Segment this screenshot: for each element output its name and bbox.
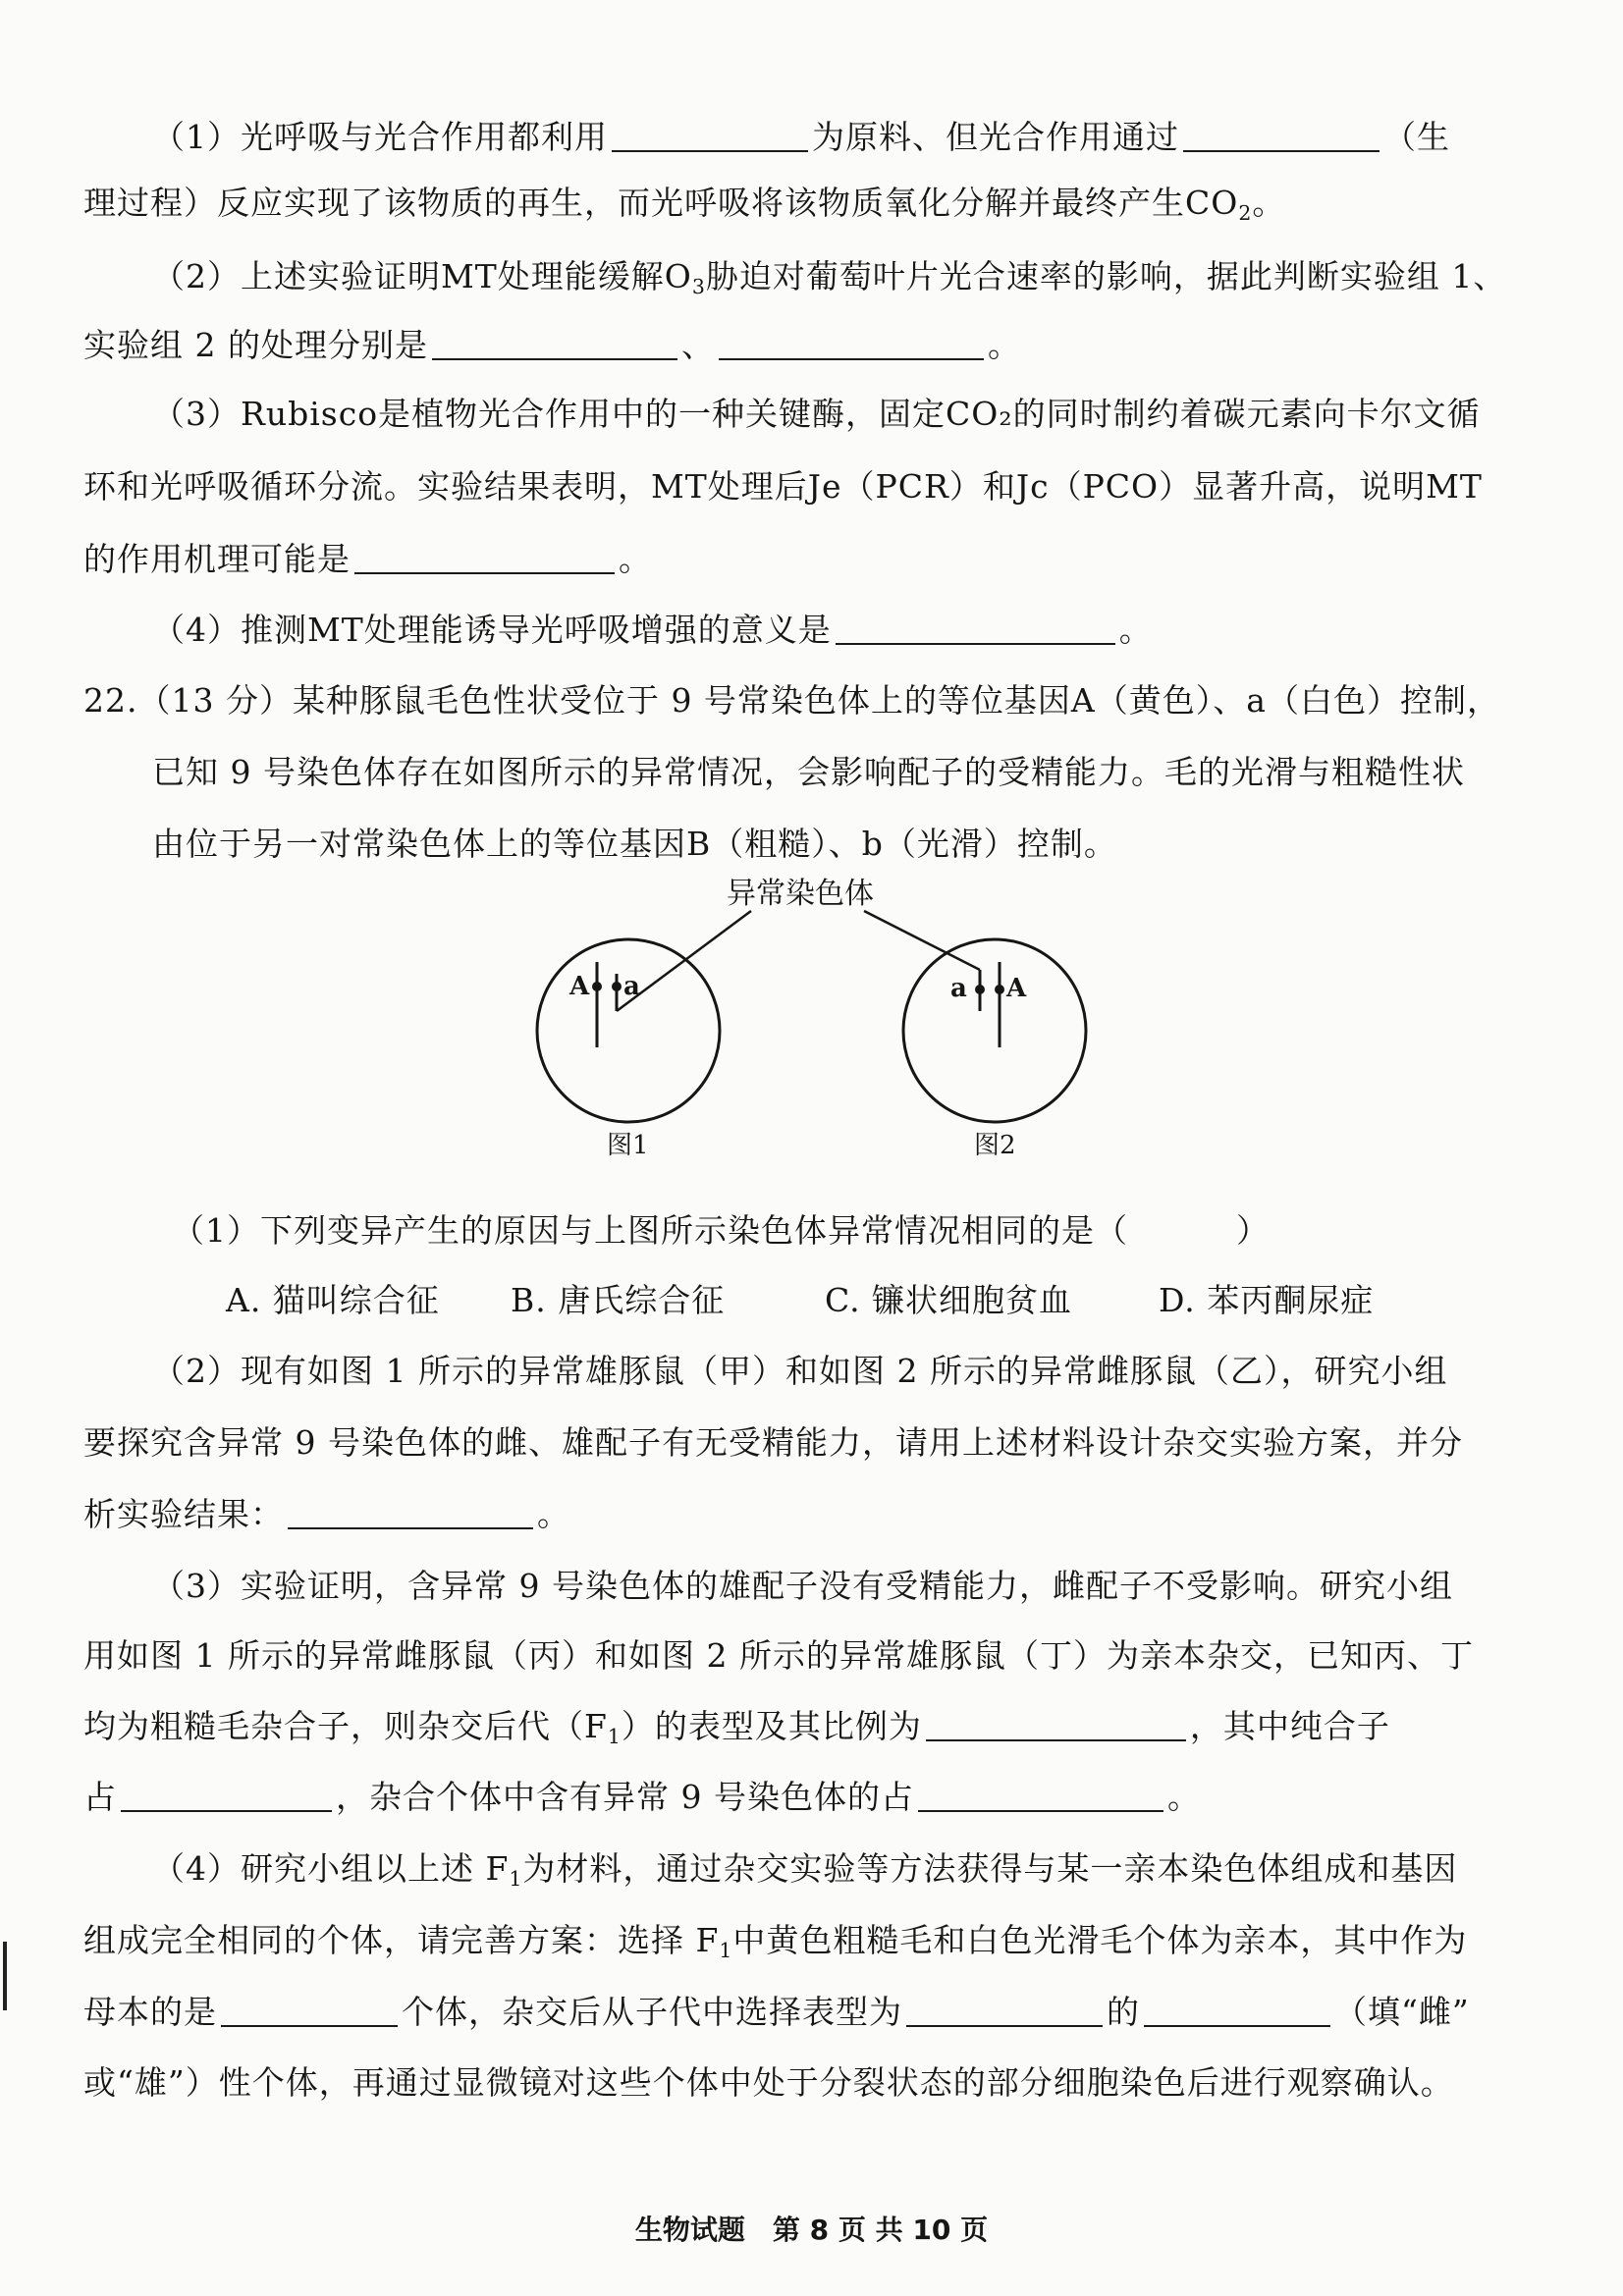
q22-sub2-line2: 要探究含异常 9 号染色体的雌、雄配子有无受精能力，请用上述材料设计杂交实验方案，并分	[83, 1423, 1463, 1462]
q22-sub1-option-b[interactable]: B. 唐氏综合征	[511, 1281, 726, 1319]
cell-circle-fig2	[903, 939, 1086, 1122]
cell-circle-fig1	[537, 939, 720, 1122]
q22-sub3-line1: （3）实验证明，含异常 9 号染色体的雄配子没有受精能力，雌配子不受影响。研究小组	[152, 1567, 1453, 1605]
q21-part1-line2: 理过程）反应实现了该物质的再生，而光呼吸将该物质氧化分解并最终产生$CO_2$。	[83, 184, 1286, 225]
answer-blank[interactable]	[432, 329, 677, 360]
q22-sub2-line3: 析实验结果： 。	[83, 1495, 570, 1533]
answer-blank[interactable]	[1183, 121, 1380, 152]
q22-sub4-line1: （4）研究小组以上述 $F_1$为材料，通过杂交实验等方法获得与某一亲本染色体组成和基因	[152, 1849, 1458, 1891]
allele-label: A	[569, 972, 590, 1001]
answer-blank[interactable]	[926, 1710, 1186, 1741]
answer-blank[interactable]	[354, 543, 615, 574]
q22-sub4-line3: 母本的是 个体，杂交后从子代中选择表型为 的 （填“雌”	[83, 1993, 1470, 2031]
answer-blank[interactable]	[906, 1996, 1103, 2027]
answer-blank[interactable]	[121, 1781, 332, 1812]
q22-stem-line2: 已知 9 号染色体存在如图所示的异常情况，会影响配子的受精能力。毛的光滑与粗糙性状	[152, 753, 1465, 791]
q21-part3-line3: 的作用机理可能是 。	[83, 540, 652, 578]
q21-part3-line1: （3）Rubisco是植物光合作用中的一种关键酶，固定CO₂的同时制约着碳元素向卡尔文循	[152, 395, 1481, 433]
q21-part4: （4）推测MT处理能诱导光呼吸增强的意义是 。	[152, 611, 1153, 649]
answer-blank[interactable]	[1144, 1996, 1330, 2027]
allele-label: a	[950, 974, 967, 1003]
margin-mark	[3, 1942, 7, 2010]
q22-sub3-line3: 均为粗糙毛杂合子，则杂交后代$(F_1)$的表型及其比例为 ，其中纯合子	[83, 1707, 1390, 1748]
q22-sub3-line2: 用如图 1 所示的异常雌豚鼠（丙）和如图 2 所示的异常雄豚鼠（丁）为亲本杂交，已知丙、丁	[83, 1636, 1474, 1675]
answer-blank[interactable]	[836, 614, 1115, 645]
q22-sub4-line4: 或“雄”）性个体，再通过显微镜对这些个体中处于分裂状态的部分细胞染色后进行观察确认。	[83, 2063, 1454, 2102]
q22-sub1-option-d[interactable]: D. 苯丙酮尿症	[1159, 1281, 1375, 1319]
q22-sub3-line4: 占 ，杂合个体中含有异常 9 号染色体的占 。	[83, 1778, 1201, 1816]
answer-blank[interactable]	[918, 1781, 1163, 1812]
abnormal-chromosome-label: 异常染色体	[727, 877, 874, 911]
q21-part2-line1: （2）上述实验证明MT处理能缓解$O_3$胁迫对葡萄叶片光合速率的影响，据此判断实验组 1、	[152, 257, 1507, 298]
answer-blank[interactable]	[612, 121, 808, 152]
label-pointer-line-2	[864, 911, 980, 970]
centromere-fig2-abnormal	[975, 985, 985, 994]
q21-part1-line1: （1）光呼吸与光合作用都利用 为原料、但光合作用通过 （生	[152, 118, 1450, 156]
answer-blank[interactable]	[288, 1498, 533, 1529]
figure-caption: 图1	[607, 1131, 649, 1160]
q22-sub1-option-c[interactable]: C. 镰状细胞贫血	[825, 1281, 1073, 1319]
q22-sub4-line2: 组成完全相同的个体，请完善方案：选择 $F_1$中黄色粗糙毛和白色光滑毛个体为亲本，其中作为	[83, 1921, 1468, 1962]
q22-stem-line3: 由位于另一对常染色体上的等位基因B（粗糙）、b（光滑）控制。	[152, 825, 1117, 863]
allele-label: A	[1006, 974, 1027, 1003]
answer-blank[interactable]	[719, 329, 984, 360]
q22-sub2-line1: （2）现有如图 1 所示的异常雄豚鼠（甲）和如图 2 所示的异常雌豚鼠（乙），研究小组	[152, 1352, 1448, 1390]
centromere-fig1-normal	[592, 982, 602, 991]
q21-part2-line2: 实验组 2 的处理分别是 、 。	[83, 326, 1021, 364]
page-footer: 生物试题 第 8 页 共 10 页	[634, 2214, 989, 2246]
chromosome-figure	[511, 864, 1119, 1178]
allele-label: a	[623, 972, 640, 1001]
figure-caption: 图2	[974, 1131, 1016, 1160]
chromosome-diagram	[511, 864, 1119, 1178]
centromere-fig2-normal	[995, 985, 1004, 994]
q22-sub1-option-a[interactable]: A. 猫叫综合征	[226, 1281, 440, 1319]
centromere-fig1-abnormal	[612, 982, 622, 991]
answer-blank[interactable]	[221, 1996, 398, 2027]
q21-part3-line2: 环和光呼吸循环分流。实验结果表明，MT处理后Je（PCR）和Jc（PCO）显著升高，说明MT	[83, 467, 1483, 506]
q22-stem-line1: 22.（13 分）某种豚鼠毛色性状受位于 9 号常染色体上的等位基因A（黄色）、a（白色）控制，	[83, 681, 1500, 720]
q22-sub1-question: （1）下列变异产生的原因与上图所示染色体异常情况相同的是（ ）	[172, 1211, 1270, 1250]
